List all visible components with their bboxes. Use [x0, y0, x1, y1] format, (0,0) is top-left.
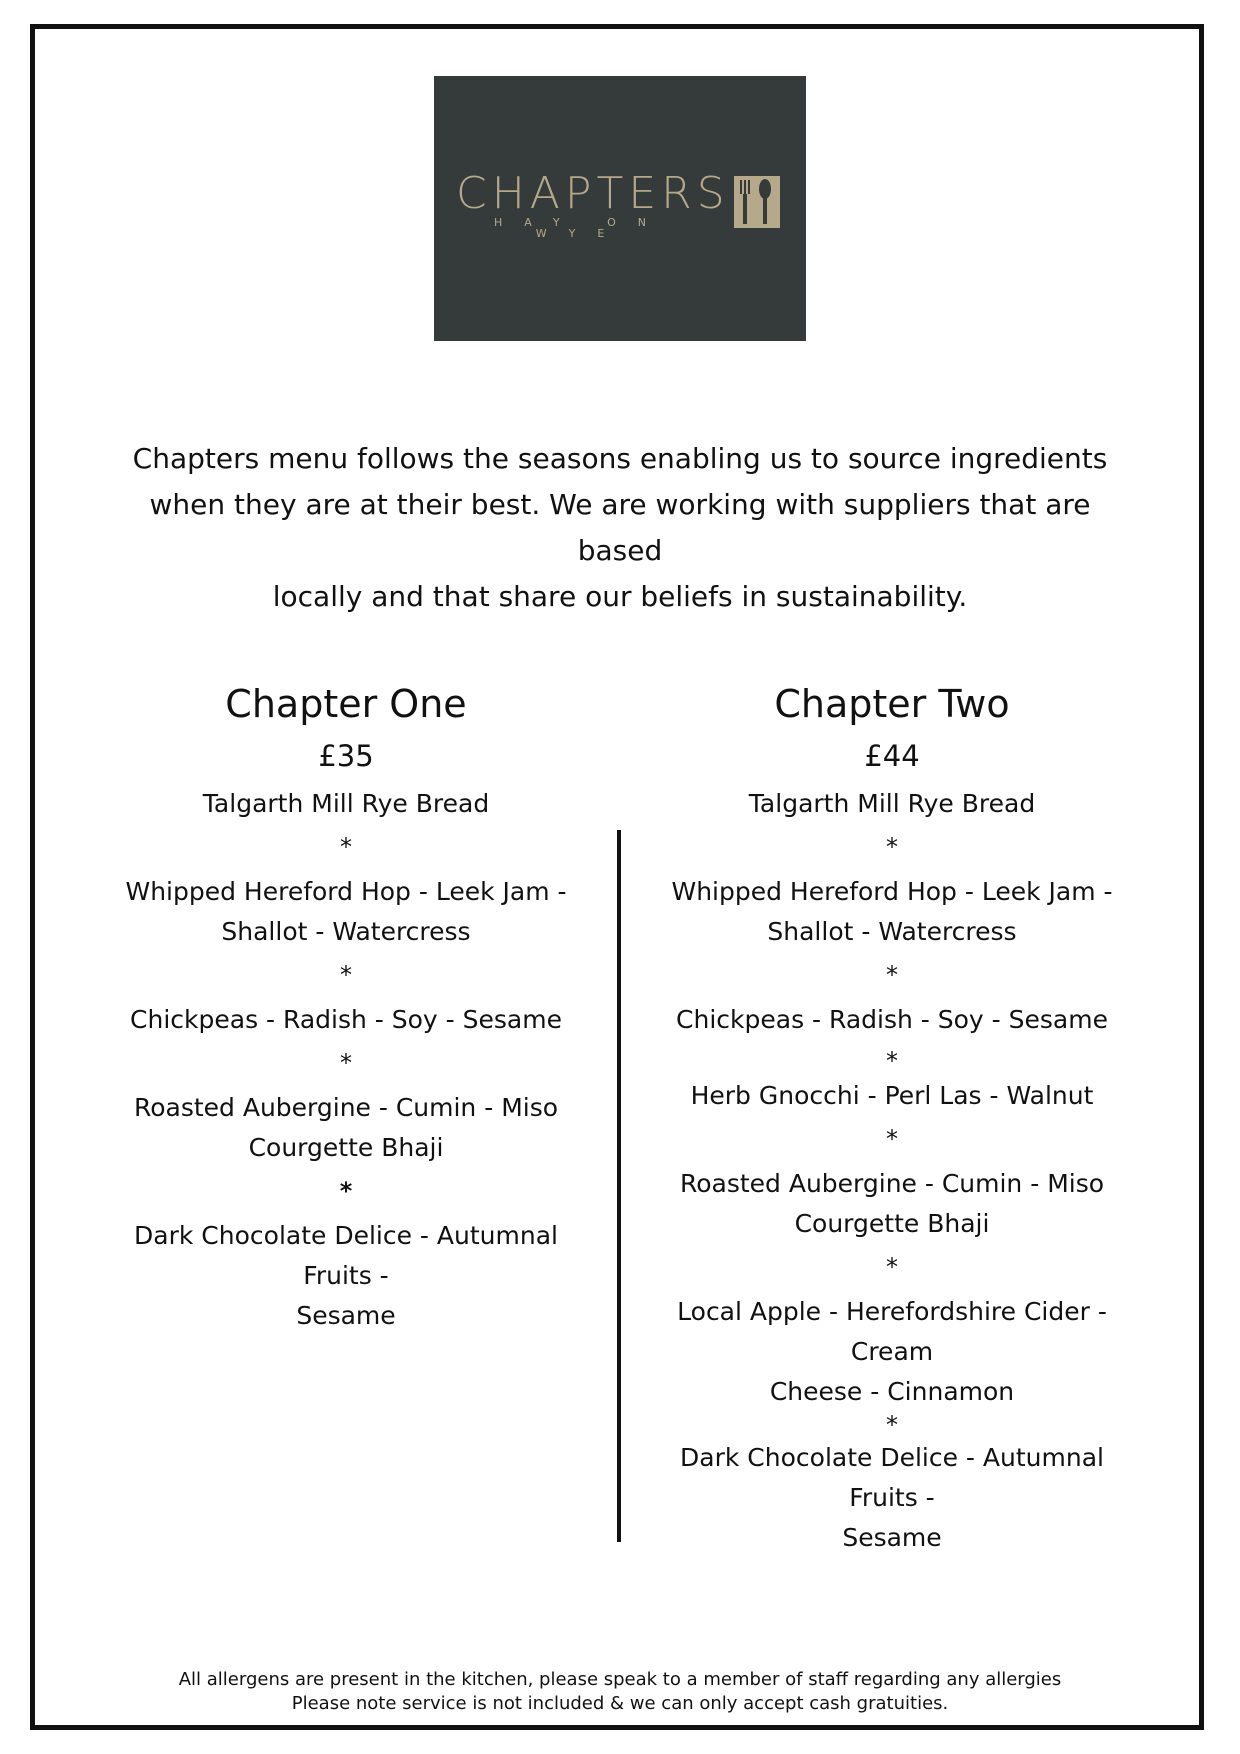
course-item: Roasted Aubergine - Cumin - Miso Courgette Bhaji: [133, 1093, 559, 1162]
course-item: Local Apple - Herefordshire Cider - Cream Cheese - Cinnamon: [677, 1297, 1107, 1406]
course-item: Chickpeas - Radish - Soy - Sesame: [676, 1005, 1108, 1034]
course-separator: *: [340, 961, 352, 989]
menu-title: Chapter One: [225, 682, 467, 726]
intro-line: locally and that share our beliefs in sustainability.: [272, 580, 968, 613]
menu-price: £44: [864, 739, 920, 773]
course-separator: *: [340, 833, 352, 861]
course-item: Talgarth Mill Rye Bread: [202, 789, 490, 818]
course-separator: *: [886, 1253, 898, 1281]
course-separator: *: [886, 1047, 898, 1075]
cutlery-icon: [734, 176, 780, 228]
footer-notes: [120, 1668, 1120, 1716]
column-divider: [617, 830, 621, 1542]
course-separator: *: [340, 1049, 352, 1077]
allergen-note: All allergens are present in the kitchen, please speak to a member of staff regarding any allergies: [178, 1669, 1062, 1690]
course-item: Whipped Hereford Hop - Leek Jam - Shallot - Watercress: [125, 877, 567, 946]
course-item: Dark Chocolate Delice - Autumnal Fruits - Sesame: [680, 1443, 1104, 1552]
course-separator: *: [886, 833, 898, 861]
menu-title: Chapter Two: [774, 682, 1010, 726]
course-separator: *: [886, 1411, 898, 1439]
course-separator: *: [339, 1177, 353, 1205]
course-item: Roasted Aubergine - Cumin - Miso Courgette Bhaji: [679, 1169, 1105, 1238]
menu-price: £35: [318, 739, 374, 773]
logo-tagline: HAY ON WYE: [493, 216, 669, 240]
intro-line: Chapters menu follows the seasons enabling us to source ingredients: [132, 442, 1108, 475]
intro-paragraph: [120, 436, 1120, 620]
menu-chapter-one: [96, 678, 596, 1336]
course-item: Chickpeas - Radish - Soy - Sesame: [130, 1005, 562, 1034]
course-item: Whipped Hereford Hop - Leek Jam - Shallot - Watercress: [671, 877, 1113, 946]
intro-line: when they are at their best. We are working with suppliers that are based: [149, 488, 1091, 567]
course-item: Herb Gnocchi - Perl Las - Walnut: [690, 1081, 1094, 1110]
restaurant-logo: [434, 76, 806, 341]
course-item: Dark Chocolate Delice - Autumnal Fruits - Sesame: [134, 1221, 558, 1330]
course-separator: *: [886, 961, 898, 989]
menu-chapter-two: [642, 678, 1142, 1558]
course-item: Talgarth Mill Rye Bread: [748, 789, 1036, 818]
service-note: Please note service is not included & we can only accept cash gratuities.: [291, 1693, 949, 1714]
course-separator: *: [886, 1125, 898, 1153]
logo-wordmark: CHAPTERS: [456, 168, 730, 219]
